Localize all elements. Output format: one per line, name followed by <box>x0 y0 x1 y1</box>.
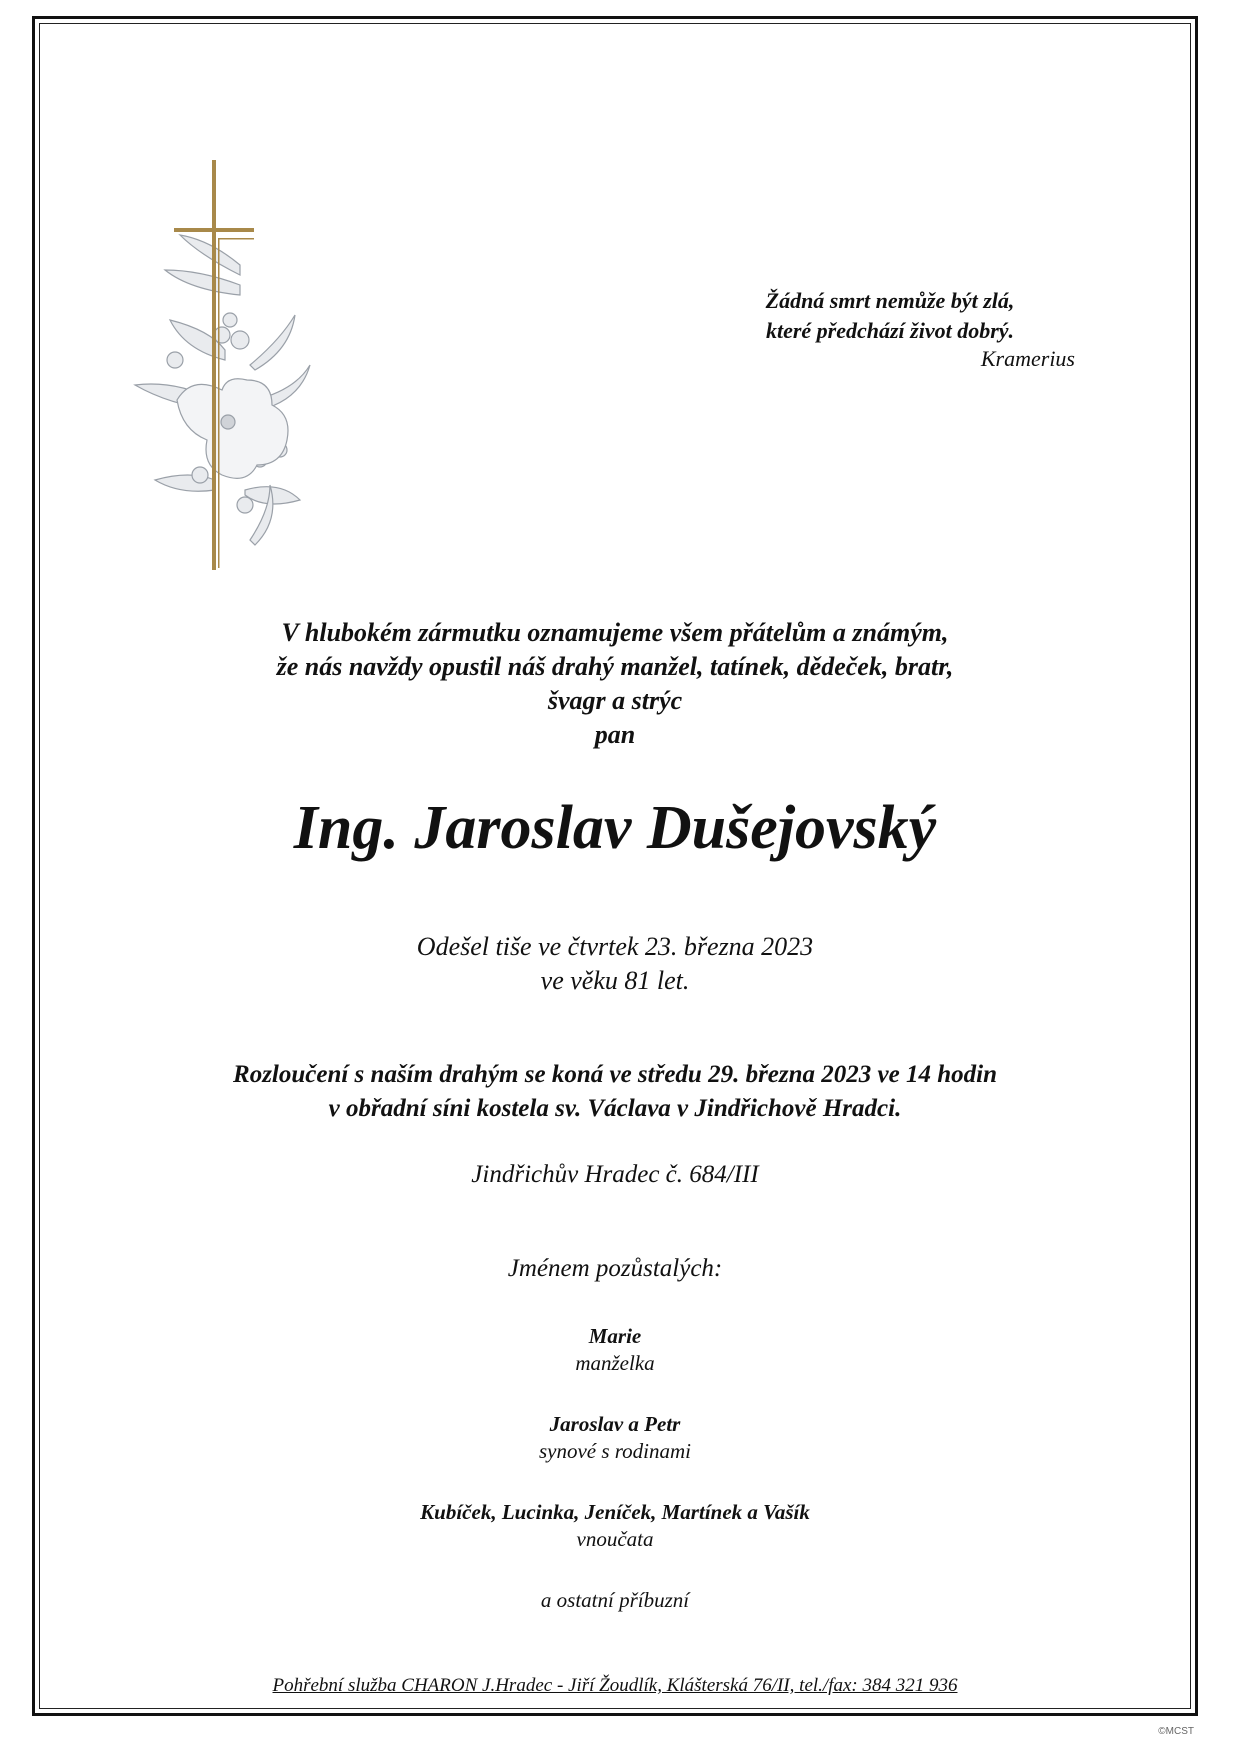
intro-line: že nás navždy opustil náš drahý manžel, tatínek, dědeček, bratr, <box>276 652 954 681</box>
passing-info <box>39 930 1191 998</box>
quote-author: Kramerius <box>980 346 1075 371</box>
farewell-info <box>39 1058 1191 1126</box>
mourner-group <box>39 1410 1191 1464</box>
other-relatives: a ostatní příbuzní <box>540 1588 690 1612</box>
mourner-name: Kubíček, Lucinka, Jeníček, Martínek a Vašík <box>420 1500 810 1524</box>
announcement-intro <box>39 616 1191 752</box>
intro-line: V hlubokém zármutku oznamujeme všem přátelům a známým, <box>281 618 949 647</box>
passing-line: ve věku 81 let. <box>540 966 690 995</box>
mourner-group <box>39 1322 1191 1376</box>
mourner-role: vnoučata <box>576 1527 654 1551</box>
intro-line: švagr a strýc <box>547 686 683 715</box>
address: Jindřichův Hradec č. 684/III <box>471 1161 759 1188</box>
farewell-line: Rozloučení s naším drahým se koná ve středu 29. března 2023 ve 14 hodin <box>233 1061 997 1088</box>
on-behalf-heading: Jménem pozůstalých: <box>507 1255 723 1282</box>
funeral-service-footer: Pohřební služba CHARON J.Hradec - Jiří Žoudlík, Klášterská 76/II, tel./fax: 384 321 936 <box>272 1675 958 1696</box>
copyright-mark: ©MCST <box>1158 1726 1194 1737</box>
quote-line: které předchází život dobrý. <box>765 318 1015 343</box>
intro-line: pan <box>594 720 636 749</box>
deceased-name: Ing. Jaroslav Dušejovský <box>293 794 937 862</box>
mourner-group <box>39 1498 1191 1552</box>
mourner-name: Jaroslav a Petr <box>549 1412 681 1436</box>
farewell-line: v obřadní síni kostela sv. Václava v Jindřichově Hradci. <box>328 1095 902 1122</box>
mourner-role: manželka <box>575 1351 655 1375</box>
quote-block <box>680 286 1100 374</box>
mourner-role: synové s rodinami <box>538 1439 692 1463</box>
mourner-name: Marie <box>588 1324 642 1348</box>
passing-line: Odešel tiše ve čtvrtek 23. března 2023 <box>416 932 814 961</box>
quote-line: Žádná smrt nemůže být zlá, <box>765 288 1015 313</box>
cross-with-flowers-icon <box>130 160 320 630</box>
